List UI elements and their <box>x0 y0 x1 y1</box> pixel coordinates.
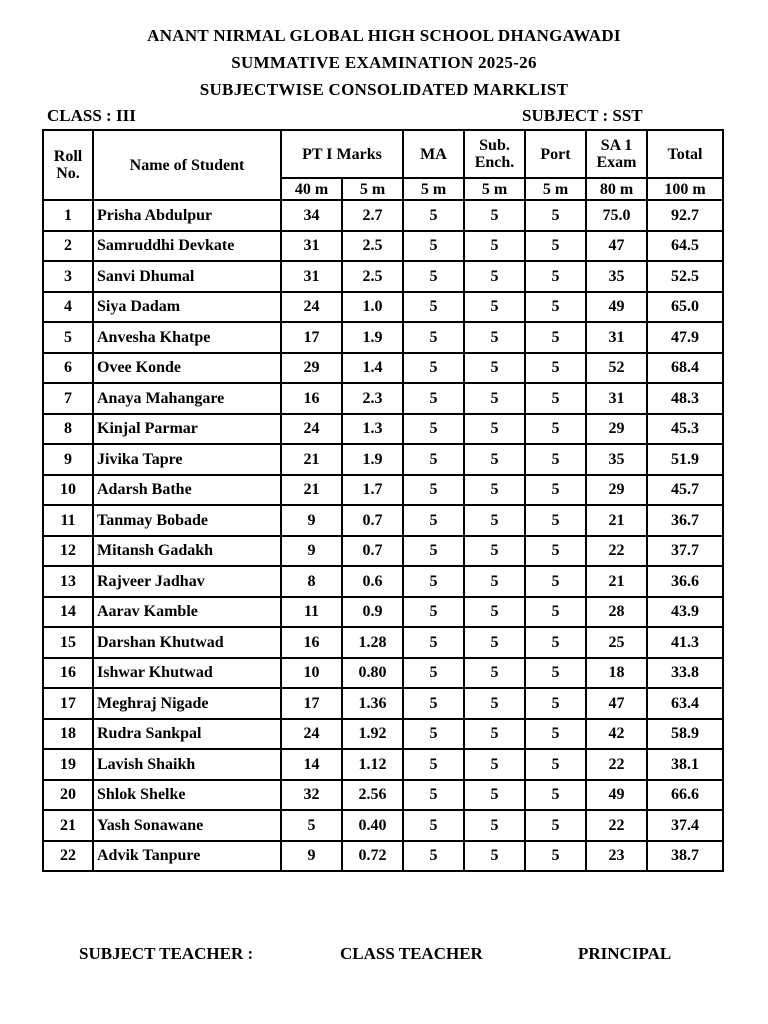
pt40-cell: 21 <box>281 444 342 475</box>
total-cell: 66.6 <box>647 780 723 811</box>
ma-cell: 5 <box>403 658 464 689</box>
total-cell: 51.9 <box>647 444 723 475</box>
pt5-cell: 1.4 <box>342 353 403 384</box>
sub-ench-cell: 5 <box>464 566 525 597</box>
pt40-cell: 10 <box>281 658 342 689</box>
roll-cell: 19 <box>43 749 93 780</box>
sa-cell: 35 <box>586 261 647 292</box>
sub-ench-cell: 5 <box>464 292 525 323</box>
name-cell: Ovee Konde <box>93 353 281 384</box>
table-row <box>43 566 723 597</box>
sa-cell: 29 <box>586 475 647 506</box>
total-cell: 52.5 <box>647 261 723 292</box>
total-cell: 47.9 <box>647 322 723 353</box>
ma-cell: 5 <box>403 505 464 536</box>
table-row <box>43 810 723 841</box>
sub-ench-cell: 5 <box>464 505 525 536</box>
table-row <box>43 688 723 719</box>
ma-cell: 5 <box>403 597 464 628</box>
port-cell: 5 <box>525 658 586 689</box>
port-cell: 5 <box>525 841 586 872</box>
roll-cell: 8 <box>43 414 93 445</box>
roll-cell: 22 <box>43 841 93 872</box>
pt5-cell: 2.5 <box>342 231 403 262</box>
roll-cell: 18 <box>43 719 93 750</box>
table-row <box>43 627 723 658</box>
sa-cell: 49 <box>586 292 647 323</box>
name-cell: Sanvi Dhumal <box>93 261 281 292</box>
port-cell: 5 <box>525 444 586 475</box>
pt5-cell: 0.6 <box>342 566 403 597</box>
roll-cell: 14 <box>43 597 93 628</box>
roll-cell: 12 <box>43 536 93 567</box>
sa-cell: 28 <box>586 597 647 628</box>
ma-cell: 5 <box>403 322 464 353</box>
sub-ench-cell: 5 <box>464 444 525 475</box>
sub-ench-cell: 5 <box>464 627 525 658</box>
header-pt: PT I Marks <box>281 130 403 178</box>
sub-ench-cell: 5 <box>464 597 525 628</box>
sub-ench-cell: 5 <box>464 475 525 506</box>
port-cell: 5 <box>525 627 586 658</box>
name-cell: Advik Tanpure <box>93 841 281 872</box>
pt40-cell: 29 <box>281 353 342 384</box>
sa-cell: 31 <box>586 383 647 414</box>
table-row <box>43 475 723 506</box>
name-cell: Kinjal Parmar <box>93 414 281 445</box>
table-row <box>43 292 723 323</box>
port-cell: 5 <box>525 414 586 445</box>
ma-cell: 5 <box>403 810 464 841</box>
pt40-cell: 16 <box>281 383 342 414</box>
pt5-cell: 0.80 <box>342 658 403 689</box>
table-row <box>43 353 723 384</box>
header-roll: Roll No. <box>43 130 93 200</box>
subheader-sa: 80 m <box>586 178 647 200</box>
port-cell: 5 <box>525 353 586 384</box>
total-cell: 37.7 <box>647 536 723 567</box>
ma-cell: 5 <box>403 444 464 475</box>
total-cell: 45.3 <box>647 414 723 445</box>
pt5-cell: 1.9 <box>342 322 403 353</box>
total-cell: 68.4 <box>647 353 723 384</box>
roll-cell: 20 <box>43 780 93 811</box>
table-row <box>43 749 723 780</box>
sa-cell: 31 <box>586 322 647 353</box>
roll-cell: 5 <box>43 322 93 353</box>
table-row <box>43 597 723 628</box>
pt5-cell: 0.7 <box>342 505 403 536</box>
pt5-cell: 2.5 <box>342 261 403 292</box>
port-cell: 5 <box>525 505 586 536</box>
port-cell: 5 <box>525 780 586 811</box>
roll-cell: 13 <box>43 566 93 597</box>
roll-cell: 11 <box>43 505 93 536</box>
total-cell: 64.5 <box>647 231 723 262</box>
table-row <box>43 322 723 353</box>
sa-cell: 18 <box>586 658 647 689</box>
pt40-cell: 11 <box>281 597 342 628</box>
roll-cell: 15 <box>43 627 93 658</box>
header-total: Total <box>647 130 723 178</box>
pt5-cell: 1.36 <box>342 688 403 719</box>
pt40-cell: 24 <box>281 414 342 445</box>
port-cell: 5 <box>525 719 586 750</box>
sa-cell: 25 <box>586 627 647 658</box>
sa-cell: 47 <box>586 688 647 719</box>
pt5-cell: 1.3 <box>342 414 403 445</box>
name-cell: Anvesha Khatpe <box>93 322 281 353</box>
name-cell: Siya Dadam <box>93 292 281 323</box>
port-cell: 5 <box>525 231 586 262</box>
pt5-cell: 0.72 <box>342 841 403 872</box>
sa-cell: 52 <box>586 353 647 384</box>
port-cell: 5 <box>525 810 586 841</box>
name-cell: Rajveer Jadhav <box>93 566 281 597</box>
total-cell: 43.9 <box>647 597 723 628</box>
header-ma: MA <box>403 130 464 178</box>
pt5-cell: 1.92 <box>342 719 403 750</box>
sa-cell: 22 <box>586 810 647 841</box>
subheader-pt-5: 5 m <box>342 178 403 200</box>
pt5-cell: 1.28 <box>342 627 403 658</box>
roll-cell: 3 <box>43 261 93 292</box>
pt5-cell: 1.9 <box>342 444 403 475</box>
pt40-cell: 31 <box>281 231 342 262</box>
name-cell: Prisha Abdulpur <box>93 200 281 231</box>
header-sa: SA 1 Exam <box>586 130 647 178</box>
total-cell: 92.7 <box>647 200 723 231</box>
table-row <box>43 200 723 231</box>
pt40-cell: 9 <box>281 841 342 872</box>
sub-ench-cell: 5 <box>464 749 525 780</box>
sub-ench-cell: 5 <box>464 658 525 689</box>
table-row <box>43 444 723 475</box>
name-cell: Darshan Khutwad <box>93 627 281 658</box>
sub-ench-cell: 5 <box>464 322 525 353</box>
roll-cell: 21 <box>43 810 93 841</box>
pt5-cell: 2.3 <box>342 383 403 414</box>
pt40-cell: 16 <box>281 627 342 658</box>
ma-cell: 5 <box>403 383 464 414</box>
pt40-cell: 31 <box>281 261 342 292</box>
port-cell: 5 <box>525 749 586 780</box>
table-row <box>43 414 723 445</box>
port-cell: 5 <box>525 688 586 719</box>
name-cell: Anaya Mahangare <box>93 383 281 414</box>
subject-label: SUBJECT : SST <box>522 106 643 125</box>
sub-ench-cell: 5 <box>464 353 525 384</box>
sub-ench-cell: 5 <box>464 200 525 231</box>
header-name: Name of Student <box>93 130 281 200</box>
ma-cell: 5 <box>403 200 464 231</box>
principal-label: PRINCIPAL <box>578 944 672 963</box>
pt5-cell: 0.7 <box>342 536 403 567</box>
total-cell: 63.4 <box>647 688 723 719</box>
total-cell: 38.1 <box>647 749 723 780</box>
pt40-cell: 17 <box>281 688 342 719</box>
subject-teacher-label: SUBJECT TEACHER : <box>79 944 254 963</box>
name-cell: Rudra Sankpal <box>93 719 281 750</box>
name-cell: Mitansh Gadakh <box>93 536 281 567</box>
table-row <box>43 383 723 414</box>
pt5-cell: 1.12 <box>342 749 403 780</box>
table-row <box>43 536 723 567</box>
roll-cell: 1 <box>43 200 93 231</box>
total-cell: 48.3 <box>647 383 723 414</box>
sa-cell: 23 <box>586 841 647 872</box>
ma-cell: 5 <box>403 475 464 506</box>
name-cell: Aarav Kamble <box>93 597 281 628</box>
pt40-cell: 14 <box>281 749 342 780</box>
pt40-cell: 9 <box>281 505 342 536</box>
roll-cell: 9 <box>43 444 93 475</box>
sa-cell: 21 <box>586 505 647 536</box>
name-cell: Lavish Shaikh <box>93 749 281 780</box>
ma-cell: 5 <box>403 627 464 658</box>
roll-cell: 6 <box>43 353 93 384</box>
port-cell: 5 <box>525 261 586 292</box>
subheader-port: 5 m <box>525 178 586 200</box>
pt40-cell: 21 <box>281 475 342 506</box>
port-cell: 5 <box>525 475 586 506</box>
ma-cell: 5 <box>403 749 464 780</box>
sa-cell: 42 <box>586 719 647 750</box>
pt40-cell: 17 <box>281 322 342 353</box>
total-cell: 36.7 <box>647 505 723 536</box>
name-cell: Meghraj Nigade <box>93 688 281 719</box>
port-cell: 5 <box>525 536 586 567</box>
sub-ench-cell: 5 <box>464 810 525 841</box>
marks-table <box>42 129 724 872</box>
table-row <box>43 658 723 689</box>
sa-cell: 21 <box>586 566 647 597</box>
sub-ench-cell: 5 <box>464 688 525 719</box>
subheader-sub-ench: 5 m <box>464 178 525 200</box>
pt40-cell: 24 <box>281 292 342 323</box>
name-cell: Yash Sonawane <box>93 810 281 841</box>
port-cell: 5 <box>525 597 586 628</box>
roll-cell: 2 <box>43 231 93 262</box>
name-cell: Jivika Tapre <box>93 444 281 475</box>
header-sub-ench: Sub. Ench. <box>464 130 525 178</box>
sub-ench-cell: 5 <box>464 780 525 811</box>
pt40-cell: 9 <box>281 536 342 567</box>
pt5-cell: 2.7 <box>342 200 403 231</box>
ma-cell: 5 <box>403 536 464 567</box>
pt40-cell: 8 <box>281 566 342 597</box>
sa-cell: 29 <box>586 414 647 445</box>
total-cell: 37.4 <box>647 810 723 841</box>
port-cell: 5 <box>525 322 586 353</box>
sa-cell: 49 <box>586 780 647 811</box>
ma-cell: 5 <box>403 292 464 323</box>
port-cell: 5 <box>525 383 586 414</box>
table-row <box>43 505 723 536</box>
ma-cell: 5 <box>403 780 464 811</box>
sub-ench-cell: 5 <box>464 414 525 445</box>
total-cell: 65.0 <box>647 292 723 323</box>
name-cell: Adarsh Bathe <box>93 475 281 506</box>
ma-cell: 5 <box>403 414 464 445</box>
sa-cell: 35 <box>586 444 647 475</box>
table-row <box>43 841 723 872</box>
pt5-cell: 1.0 <box>342 292 403 323</box>
pt40-cell: 32 <box>281 780 342 811</box>
sa-cell: 47 <box>586 231 647 262</box>
roll-cell: 16 <box>43 658 93 689</box>
sub-ench-cell: 5 <box>464 261 525 292</box>
table-row <box>43 231 723 262</box>
subheader-pt-40: 40 m <box>281 178 342 200</box>
pt40-cell: 5 <box>281 810 342 841</box>
pt5-cell: 0.9 <box>342 597 403 628</box>
sa-cell: 22 <box>586 536 647 567</box>
total-cell: 33.8 <box>647 658 723 689</box>
ma-cell: 5 <box>403 261 464 292</box>
pt40-cell: 24 <box>281 719 342 750</box>
subheader-ma: 5 m <box>403 178 464 200</box>
ma-cell: 5 <box>403 231 464 262</box>
ma-cell: 5 <box>403 688 464 719</box>
table-row <box>43 261 723 292</box>
total-cell: 41.3 <box>647 627 723 658</box>
name-cell: Samruddhi Devkate <box>93 231 281 262</box>
class-teacher-label: CLASS TEACHER <box>340 944 483 963</box>
table-row <box>43 780 723 811</box>
port-cell: 5 <box>525 292 586 323</box>
name-cell: Shlok Shelke <box>93 780 281 811</box>
sub-ench-cell: 5 <box>464 383 525 414</box>
sa-cell: 75.0 <box>586 200 647 231</box>
ma-cell: 5 <box>403 841 464 872</box>
total-cell: 36.6 <box>647 566 723 597</box>
roll-cell: 10 <box>43 475 93 506</box>
pt5-cell: 0.40 <box>342 810 403 841</box>
table-body <box>43 200 723 871</box>
pt5-cell: 2.56 <box>342 780 403 811</box>
name-cell: Tanmay Bobade <box>93 505 281 536</box>
pt5-cell: 1.7 <box>342 475 403 506</box>
pt40-cell: 34 <box>281 200 342 231</box>
subheader-total: 100 m <box>647 178 723 200</box>
exam-title: SUMMATIVE EXAMINATION 2025-26 <box>231 53 537 72</box>
marklist-title: SUBJECTWISE CONSOLIDATED MARKLIST <box>199 80 569 99</box>
ma-cell: 5 <box>403 719 464 750</box>
sa-cell: 22 <box>586 749 647 780</box>
total-cell: 45.7 <box>647 475 723 506</box>
name-cell: Ishwar Khutwad <box>93 658 281 689</box>
total-cell: 58.9 <box>647 719 723 750</box>
school-name: ANANT NIRMAL GLOBAL HIGH SCHOOL DHANGAWADI <box>147 26 621 45</box>
sub-ench-cell: 5 <box>464 231 525 262</box>
sub-ench-cell: 5 <box>464 536 525 567</box>
table-row <box>43 719 723 750</box>
roll-cell: 17 <box>43 688 93 719</box>
header-port: Port <box>525 130 586 178</box>
ma-cell: 5 <box>403 353 464 384</box>
total-cell: 38.7 <box>647 841 723 872</box>
sub-ench-cell: 5 <box>464 841 525 872</box>
class-label: CLASS : III <box>47 106 136 125</box>
port-cell: 5 <box>525 200 586 231</box>
port-cell: 5 <box>525 566 586 597</box>
roll-cell: 7 <box>43 383 93 414</box>
sub-ench-cell: 5 <box>464 719 525 750</box>
ma-cell: 5 <box>403 566 464 597</box>
roll-cell: 4 <box>43 292 93 323</box>
